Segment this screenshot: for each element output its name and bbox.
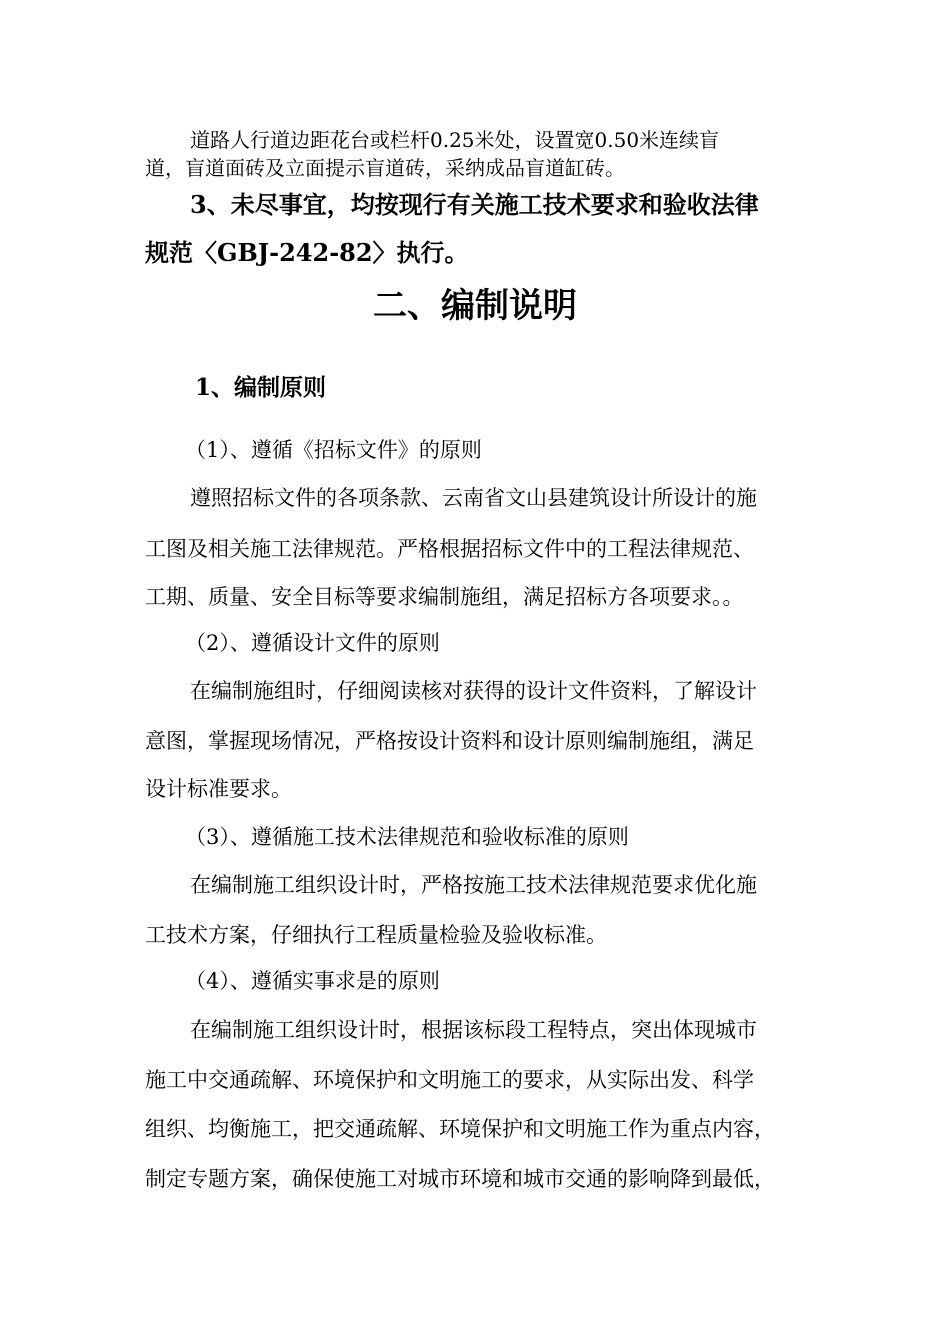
paragraph-line: 3、未尽事宜，均按现行有关施工技术要求和验收法律 (190, 190, 759, 219)
paragraph-line: 道，盲道面砖及立面提示盲道砖，采纳成品盲道缸砖。 (145, 156, 625, 180)
item-title: （1）、遵循《招标文件》的原则 (185, 438, 482, 462)
paragraph-line: 设计标准要求。 (145, 777, 292, 801)
paragraph-line: 在编制施工组织设计时，根据该标段工程特点，突出体现城市 (190, 1018, 757, 1042)
section-title: 二、编制说明 (373, 286, 577, 326)
paragraph-line: 工技术方案，仔细执行工程质量检验及验收标准。 (145, 923, 607, 947)
item-title: （4）、遵循实事求是的原则 (185, 969, 440, 993)
item-title: （2）、遵循设计文件的原则 (185, 631, 440, 655)
paragraph-line: 遵照招标文件的各项条款、云南省文山县建筑设计所设计的施 (190, 486, 757, 510)
paragraph-line: 工期、质量、安全目标等要求编制施组，满足招标方各项要求。。 (145, 585, 744, 609)
subsection-title: 1、编制原则 (195, 374, 327, 401)
item-title: （3）、遵循施工技术法律规范和验收标准的原则 (185, 825, 629, 849)
paragraph-line: 工图及相关施工法律规范。严格根据招标文件中的工程法律规范、 (145, 537, 754, 561)
paragraph-line: 在编制施组时，仔细阅读核对获得的设计文件资料，了解设计 (190, 679, 757, 703)
paragraph-line: 道路人行道边距花台或栏杆0.25米处，设置宽0.50米连续盲 (190, 128, 720, 152)
paragraph-line: 组织、均衡施工，把交通疏解、环境保护和文明施工作为重点内容， (145, 1117, 775, 1141)
paragraph-line: 施工中交通疏解、环境保护和文明施工的要求，从实际出发、科学 (145, 1068, 754, 1092)
paragraph-line: 制定专题方案，确保使施工对城市环境和城市交通的影响降到最低， (145, 1167, 775, 1191)
paragraph-line: 规范〈GBJ-242-82〉执行。 (145, 238, 469, 267)
paragraph-line: 在编制施工组织设计时，严格按施工技术法律规范要求优化施 (190, 873, 757, 897)
paragraph-line: 意图，掌握现场情况，严格按设计资料和设计原则编制施组，满足 (145, 729, 754, 753)
